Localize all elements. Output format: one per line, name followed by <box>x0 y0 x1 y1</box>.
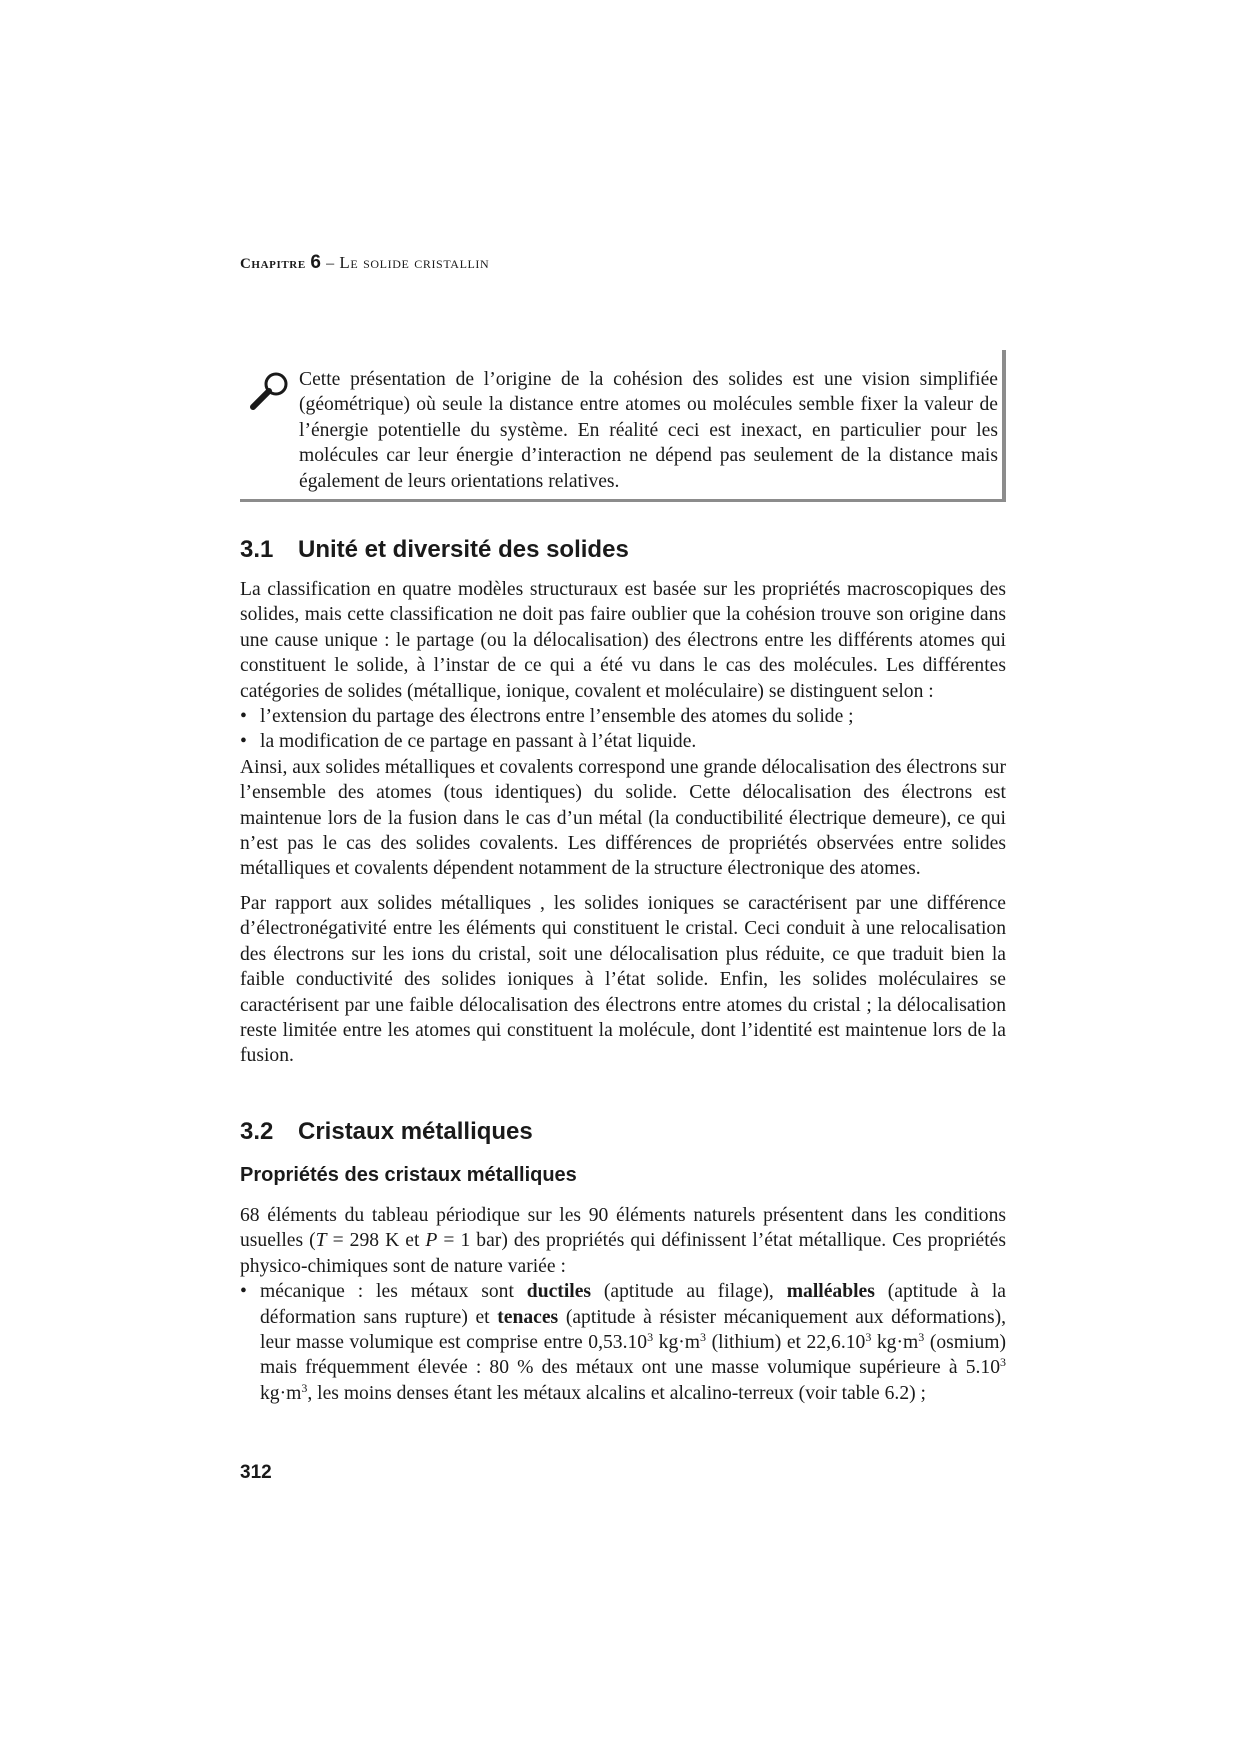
text-run: 68 éléments du tableau périodique sur les 90 éléments naturels présentent dans les conditions usuelles ( <box>240 1205 1006 1252</box>
term-ductiles: ductiles <box>526 1281 592 1303</box>
running-head <box>240 250 489 277</box>
exponent: 3 <box>301 1380 308 1395</box>
book-page <box>240 0 1006 1754</box>
subsection-heading: Propriétés des cristaux métalliques <box>240 1164 577 1186</box>
chapter-word: Chapitre <box>240 256 306 272</box>
exponent: 3 <box>865 1330 872 1345</box>
text-run: , les moins denses étant les métaux alcalins et alcalino-terreux (voir table 6.2) ; <box>307 1382 926 1404</box>
text-run: (aptitude à résister mécaniquement aux déformations), leur masse volumique est comprise entre 0,53.10 <box>260 1306 1006 1354</box>
bullet-list <box>240 704 1006 755</box>
section-title: Unité et diversité des solides <box>298 536 629 563</box>
list-item-text: l’extension du partage des électrons entre l’ensemble des atomes du solide ; <box>260 706 854 728</box>
section-number: 3.2 <box>240 1118 274 1145</box>
section-heading-3-2 <box>240 1117 533 1147</box>
header-separator: – <box>326 255 335 272</box>
list-item <box>240 729 1006 754</box>
text-run: kg·m <box>260 1382 302 1404</box>
exponent: 3 <box>700 1330 707 1345</box>
section-3-2-body <box>240 1203 1006 1406</box>
text-run: mécanique : les métaux sont <box>260 1281 527 1303</box>
magnifier-icon <box>249 370 291 412</box>
term-malleables: malléables <box>786 1281 875 1303</box>
section-number: 3.1 <box>240 536 274 563</box>
text-run: (osmium) mais fréquemment élevée : 80 % des métaux ont une masse volumique supérieure à 5.10 <box>260 1332 1007 1379</box>
text-run: (lithium) et 22,6.10 <box>706 1332 866 1354</box>
paragraph <box>240 1203 1006 1279</box>
text-run: = 298 K et <box>326 1230 426 1252</box>
chapter-number: 6 <box>310 252 322 273</box>
list-item <box>240 704 1006 729</box>
paragraph: Par rapport aux solides métalliques , les solides ioniques se caractérisent par une différence d’électronégativité entre les éléments qui constituent le cristal. Ceci conduit à une relocalisation des électrons sur les ions du cristal, soit une délocalisation plus réduite, ce que traduit bien la faible conductivité des solides ioniques à l’état solide. Enfin, les solides moléculaires se caractérisent par une faible délocalisation des électrons entre atomes du cristal ; la délocalisation reste limitée entre les atomes qui constituent la molécule, dont l’identité est maintenue lors de la fusion. <box>240 892 1006 1067</box>
remark-box <box>240 350 1006 502</box>
list-item-text: la modification de ce partage en passant à l’état liquide. <box>260 731 697 753</box>
bullet-mark: • <box>240 1281 247 1303</box>
text-run: (aptitude à la déformation sans rupture) et <box>260 1281 1006 1328</box>
list-item <box>240 1279 1006 1406</box>
exponent: 3 <box>647 1330 654 1345</box>
symbol-P: P <box>425 1230 438 1252</box>
paragraph: La classification en quatre modèles structuraux est basée sur les propriétés macroscopiques des solides, mais cette classification ne doit pas faire oublier que la cohésion trouve son origine dans une cause unique : le partage (ou la délocalisation) des électrons entre les différents atomes qui constituent le solide, à l’instar de ce qui a été vu dans le cas des molécules. Les différentes catégories de solides (métallique, ionique, covalent et moléculaire) se distinguent selon : <box>240 579 1006 702</box>
remark-text: Cette présentation de l’origine de la cohésion des solides est une vision simplifiée (géométrique) où seule la distance entre atomes ou molécules semble fixer la valeur de l’énergie potentielle du système. En réalité ceci est inexact, en particulier pour les molécules car leur énergie d’interaction ne dépend pas seulement de la distance mais également de leurs orientations relatives. <box>299 369 998 492</box>
exponent: 3 <box>918 1330 925 1345</box>
chapter-title: Le solide cristallin <box>339 253 490 272</box>
text-run: = 1 bar) des propriétés qui définissent l’état métallique. Ces propriétés physico-chimiques sont de nature variée : <box>240 1230 1006 1277</box>
paragraph: Ainsi, aux solides métalliques et covalents correspond une grande délocalisation des électrons sur l’ensemble des atomes (tous identiques) du solide. Cette délocalisation des électrons est maintenue lors de la fusion dans le cas d’un métal (la conductibilité électrique demeure), ce qui n’est pas le cas des solides covalents. Les différences de propriétés observées entre solides métalliques et covalents dépendent notamment de la structure électronique des atomes. <box>240 756 1006 880</box>
exponent: 3 <box>1000 1355 1006 1370</box>
term-tenaces: tenaces <box>497 1306 559 1328</box>
section-heading-3-1 <box>240 535 629 565</box>
page-number: 312 <box>240 1462 272 1483</box>
bullet-mark: • <box>240 731 247 753</box>
section-title: Cristaux métalliques <box>298 1118 533 1145</box>
bullet-mark: • <box>240 706 247 728</box>
text-run: (aptitude au filage), <box>591 1281 787 1303</box>
symbol-T: T <box>315 1230 327 1252</box>
text-run: kg·m <box>653 1332 701 1354</box>
text-run: kg·m <box>871 1332 919 1354</box>
section-3-1-body <box>240 577 1006 1069</box>
bullet-list <box>240 1279 1006 1406</box>
